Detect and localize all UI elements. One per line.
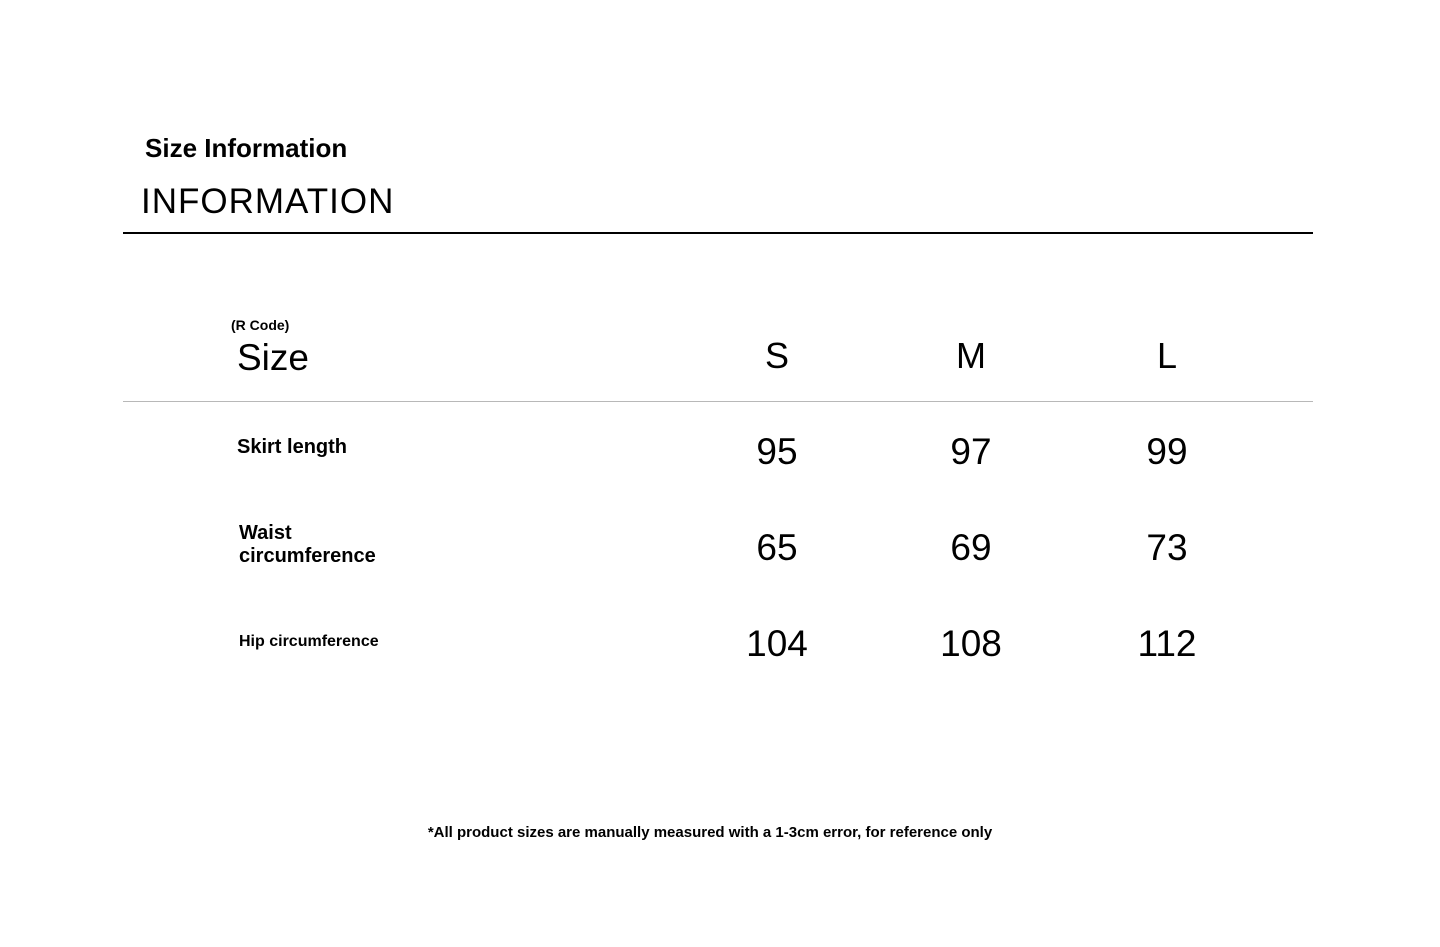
page-subtitle: INFORMATION: [141, 182, 395, 221]
table-cell: 65: [756, 527, 798, 568]
table-cell: 112: [1137, 623, 1197, 664]
row-label-skirt-length: Skirt length: [237, 436, 348, 458]
table-cell: 99: [1146, 431, 1188, 472]
table-cell: 108: [940, 623, 1002, 664]
size-column-label: Size: [237, 337, 309, 378]
page-title: Size Information: [145, 133, 348, 163]
header-divider: [123, 232, 1313, 234]
table-cell: 95: [756, 431, 798, 472]
table-header-divider: [123, 401, 1313, 402]
column-header-m: M: [956, 335, 986, 376]
table-cell: 69: [950, 527, 992, 568]
column-header-l: L: [1156, 335, 1178, 376]
column-header-s: S: [764, 335, 789, 376]
measurement-footnote: *All product sizes are manually measured with a 1-3cm error, for reference only: [427, 824, 993, 841]
table-cell: 104: [746, 623, 808, 664]
row-label-waist-circumference: Waist circumference: [239, 522, 376, 567]
table-cell: 97: [950, 431, 992, 472]
row-label-hip-circumference: Hip circumference: [239, 633, 379, 650]
size-code-note: (R Code): [231, 317, 290, 333]
table-cell: 73: [1146, 527, 1188, 568]
